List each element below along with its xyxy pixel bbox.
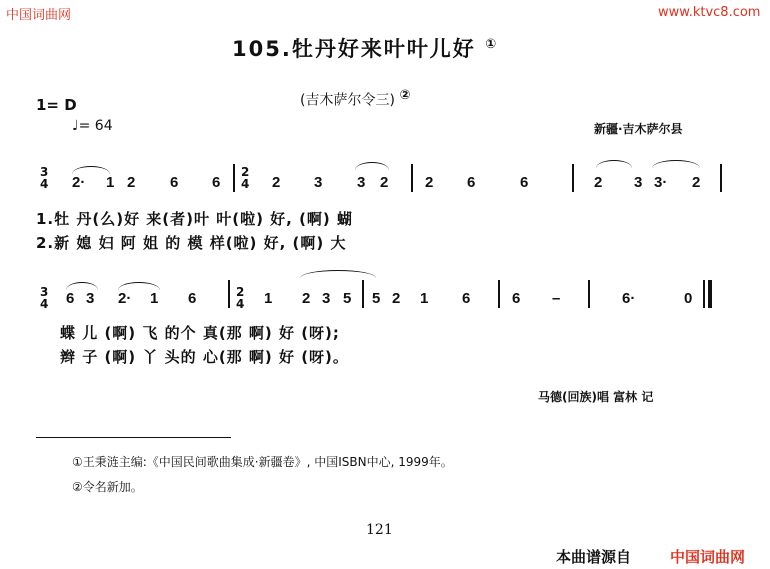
note: 3 bbox=[357, 174, 366, 191]
slur bbox=[66, 282, 98, 290]
note: 6 bbox=[520, 174, 529, 191]
key-signature: 1= D bbox=[36, 96, 77, 114]
note: 5 bbox=[372, 290, 381, 307]
song-title-text: 105.牡丹好来叶叶儿好 bbox=[232, 37, 476, 61]
performer-credit: 马德(回族)唱 富林 记 bbox=[538, 390, 654, 404]
barline bbox=[411, 164, 413, 192]
title-footnote-marker: ① bbox=[485, 37, 499, 52]
subtitle-text: (吉木萨尔令三) bbox=[300, 92, 395, 109]
note: 2 bbox=[302, 290, 311, 307]
slur bbox=[652, 160, 700, 168]
note: 1 bbox=[106, 174, 115, 191]
song-title bbox=[232, 33, 498, 63]
barline bbox=[572, 164, 574, 192]
note: 2· bbox=[72, 174, 86, 191]
barline bbox=[362, 280, 364, 308]
note: 5 bbox=[343, 290, 352, 307]
slur bbox=[118, 282, 160, 290]
barline bbox=[228, 280, 230, 308]
note: 2· bbox=[118, 290, 132, 307]
time-signature-1: 3 4 bbox=[40, 165, 49, 191]
slur bbox=[355, 162, 389, 170]
note: 6· bbox=[622, 290, 636, 307]
note: 2 bbox=[425, 174, 434, 191]
time-signature-4: 2 4 bbox=[236, 285, 245, 311]
page-number: 121 bbox=[366, 522, 393, 538]
final-barline-thin bbox=[703, 280, 705, 308]
note: 1 bbox=[150, 290, 159, 307]
lyrics-verse-2-line-2: 辫 子 (啊) 丫 头的 心(那 啊) 好 (呀)。 bbox=[60, 348, 349, 366]
time-signature-2: 2 4 bbox=[241, 165, 250, 191]
note: 6 bbox=[467, 174, 476, 191]
note: 6 bbox=[212, 174, 221, 191]
subtitle-footnote-marker: ② bbox=[399, 88, 411, 103]
lyrics-verse-1-line-1: 1.牡 丹(么)好 来(者)叶 叶(啦) 好, (啊) 蝴 bbox=[36, 210, 354, 228]
song-subtitle bbox=[300, 88, 410, 110]
slur bbox=[72, 166, 110, 174]
note: 2 bbox=[594, 174, 603, 191]
lyrics-verse-2-line-1: 2.新 媳 妇 阿 姐 的 模 样(啦) 好, (啊) 大 bbox=[36, 234, 347, 252]
note: 6 bbox=[512, 290, 521, 307]
site-watermark-top-left: 中国词曲网 bbox=[6, 8, 72, 23]
note: 6 bbox=[66, 290, 75, 307]
site-url-watermark: www.ktvc8.com bbox=[658, 5, 761, 20]
note: 6 bbox=[462, 290, 471, 307]
note: 0 bbox=[684, 290, 693, 307]
note: 6 bbox=[188, 290, 197, 307]
note: 2 bbox=[272, 174, 281, 191]
region-label: 新疆·吉木萨尔县 bbox=[594, 122, 683, 136]
source-label: 本曲谱源自 bbox=[556, 548, 632, 566]
footnote-1: ①王秉涟主编:《中国民间歌曲集成·新疆卷》, 中国ISBN中心, 1999年。 bbox=[72, 455, 453, 469]
note: 1 bbox=[420, 290, 429, 307]
lyrics-verse-1-line-2: 蝶 儿 (啊) 飞 的个 真(那 啊) 好 (呀); bbox=[60, 324, 340, 342]
slur bbox=[596, 160, 632, 168]
note: 3 bbox=[322, 290, 331, 307]
note: 2 bbox=[692, 174, 701, 191]
site-watermark-bottom: 中国词曲网 bbox=[670, 548, 746, 566]
note: 2 bbox=[127, 174, 136, 191]
barline bbox=[233, 164, 235, 192]
barline bbox=[498, 280, 500, 308]
note: 2 bbox=[392, 290, 401, 307]
note: 3 bbox=[634, 174, 643, 191]
note: 6 bbox=[170, 174, 179, 191]
barline bbox=[588, 280, 590, 308]
note: 3 bbox=[314, 174, 323, 191]
note: – bbox=[552, 290, 561, 307]
tempo-marking: ♩= 64 bbox=[72, 118, 113, 134]
barline bbox=[720, 164, 722, 192]
note: 3· bbox=[654, 174, 668, 191]
time-signature-3: 3 4 bbox=[40, 285, 49, 311]
note: 2 bbox=[380, 174, 389, 191]
final-barline-thick bbox=[708, 280, 712, 308]
footnote-2: ②令名新加。 bbox=[72, 480, 143, 494]
slur bbox=[300, 270, 376, 278]
note: 1 bbox=[264, 290, 273, 307]
footnote-divider bbox=[36, 437, 231, 438]
note: 3 bbox=[86, 290, 95, 307]
